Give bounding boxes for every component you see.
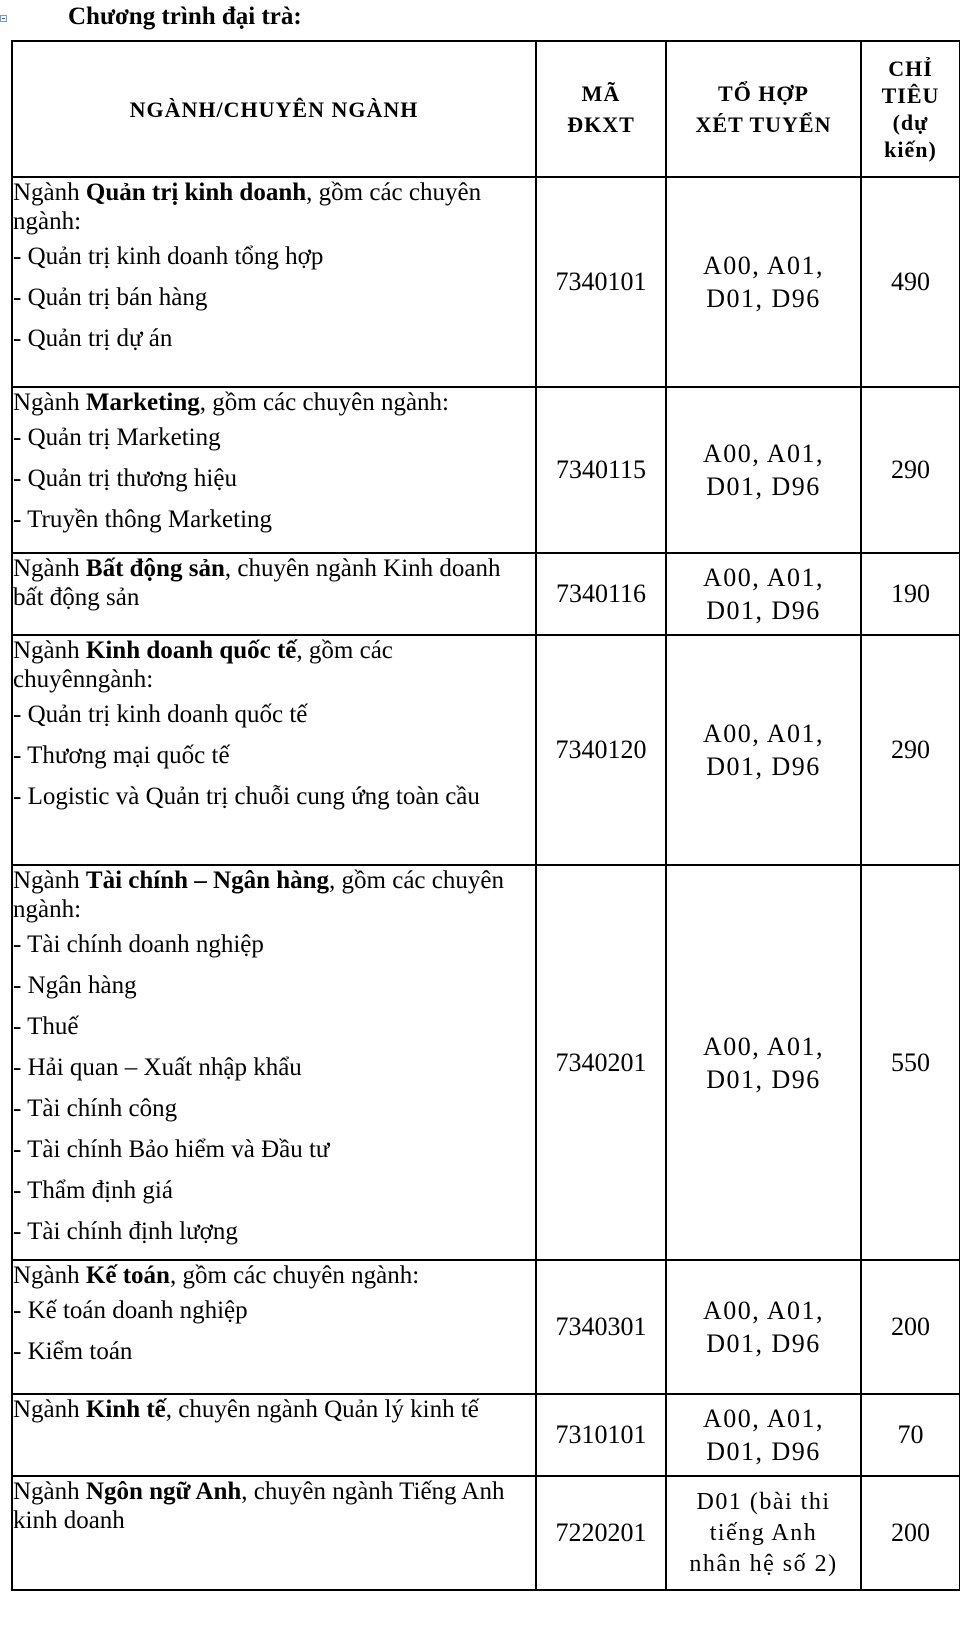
specialization-item: - Kiểm toán bbox=[13, 1338, 133, 1365]
subject-combination bbox=[666, 553, 861, 635]
major-name: Quản trị kinh doanh bbox=[85, 179, 307, 206]
subject-combination-line: A00, A01, bbox=[702, 251, 825, 280]
major-cell bbox=[12, 1394, 536, 1476]
table-header bbox=[12, 41, 960, 177]
subject-combination-line: D01, D96 bbox=[706, 1064, 821, 1094]
subject-combination-line: A00, A01, bbox=[702, 563, 825, 592]
table-row bbox=[12, 553, 960, 635]
enrollment-quota: 290 bbox=[861, 635, 960, 865]
major-title-text: Ngành bbox=[13, 1478, 86, 1505]
major-title bbox=[13, 866, 535, 924]
major-title-text: Ngành bbox=[13, 867, 86, 894]
subject-combination bbox=[666, 1394, 861, 1476]
header-quota-line1: CHỈ bbox=[888, 56, 933, 81]
admission-code: 7310101 bbox=[536, 1394, 666, 1476]
major-title-text: , chuyên ngành Kinh doanh bất động sản bbox=[13, 555, 501, 611]
enrollment-quota: 200 bbox=[861, 1260, 960, 1394]
subject-combination-line: D01, D96 bbox=[706, 752, 821, 781]
subject-combination-line: nhân hệ số 2) bbox=[689, 1550, 838, 1577]
header-quota-line4: kiến) bbox=[884, 137, 937, 162]
section-heading: Chương trình đại trà: bbox=[68, 3, 302, 30]
subject-combination-line: A00, A01, bbox=[702, 1296, 825, 1325]
major-cell bbox=[12, 177, 536, 387]
major-name: Kinh tế bbox=[85, 1396, 166, 1423]
admission-code: 7340201 bbox=[536, 865, 666, 1260]
major-cell bbox=[12, 387, 536, 553]
major-title-text: , gồm các chuyên ngành: bbox=[13, 867, 504, 923]
subject-combination-line: D01, D96 bbox=[706, 596, 821, 625]
major-name: Bất động sản bbox=[85, 555, 225, 582]
major-title-text: Ngành bbox=[13, 179, 86, 206]
specialization-item: - Hải quan – Xuất nhập khẩu bbox=[13, 1054, 302, 1081]
subject-combination-line: A00, A01, bbox=[702, 1031, 825, 1061]
subject-combination bbox=[666, 1260, 861, 1394]
admission-code: 7340115 bbox=[536, 387, 666, 553]
header-quota bbox=[861, 41, 960, 177]
header-quota-line2: TIÊU bbox=[881, 83, 940, 108]
admissions-table bbox=[11, 40, 960, 1591]
major-title bbox=[13, 178, 535, 236]
header-combo-line2: XÉT TUYỂN bbox=[695, 112, 832, 137]
major-title-text: Ngành bbox=[13, 555, 86, 582]
table-anchor-icon[interactable] bbox=[0, 15, 7, 22]
subject-combination-line: A00, A01, bbox=[702, 719, 825, 748]
major-cell bbox=[12, 635, 536, 865]
admission-code: 7340301 bbox=[536, 1260, 666, 1394]
table-row bbox=[12, 387, 960, 553]
header-quota-line3: (dự bbox=[892, 110, 929, 135]
specialization-item: - Quản trị thương hiệu bbox=[13, 465, 237, 492]
major-title-text: , gồm các chuyên ngành: bbox=[13, 179, 482, 235]
table-row bbox=[12, 1476, 960, 1590]
enrollment-quota: 190 bbox=[861, 553, 960, 635]
major-name: Tài chính – Ngân hàng bbox=[85, 867, 330, 894]
subject-combination-line: D01, D96 bbox=[706, 472, 821, 501]
major-name: Kinh doanh quốc tế bbox=[85, 637, 297, 664]
table-row bbox=[12, 1260, 960, 1394]
major-cell bbox=[12, 1260, 536, 1394]
specialization-item: - Kế toán doanh nghiệp bbox=[13, 1297, 248, 1324]
major-title bbox=[13, 636, 535, 694]
specialization-item: - Ngân hàng bbox=[13, 972, 137, 999]
major-title-text: , chuyên ngành Quản lý kinh tế bbox=[165, 1396, 479, 1423]
header-major bbox=[12, 41, 536, 177]
table-row bbox=[12, 177, 960, 387]
specialization-item: - Thẩm định giá bbox=[13, 1177, 173, 1204]
header-code bbox=[536, 41, 666, 177]
specialization-item: - Truyền thông Marketing bbox=[13, 506, 273, 533]
subject-combination-line: D01, D96 bbox=[706, 1437, 821, 1466]
specialization-item: - Tài chính doanh nghiệp bbox=[13, 931, 264, 958]
subject-combination-line: D01, D96 bbox=[706, 1329, 821, 1358]
specialization-item: - Thuế bbox=[13, 1013, 79, 1040]
specialization-item: - Tài chính định lượng bbox=[13, 1218, 238, 1245]
major-title bbox=[13, 1261, 535, 1290]
major-name: Ngôn ngữ Anh bbox=[85, 1478, 242, 1505]
subject-combination-line: A00, A01, bbox=[702, 439, 825, 468]
major-title bbox=[13, 388, 535, 417]
major-title bbox=[13, 554, 535, 612]
specialization-item: - Tài chính Bảo hiểm và Đầu tư bbox=[13, 1136, 330, 1163]
enrollment-quota: 70 bbox=[861, 1394, 960, 1476]
major-title-text: , chuyên ngành Tiếng Anh kinh doanh bbox=[13, 1478, 505, 1534]
enrollment-quota: 290 bbox=[861, 387, 960, 553]
subject-combination-line: D01, D96 bbox=[706, 284, 821, 313]
major-title bbox=[13, 1477, 535, 1535]
subject-combination bbox=[666, 865, 861, 1260]
enrollment-quota: 550 bbox=[861, 865, 960, 1260]
subject-combination-line: A00, A01, bbox=[702, 1404, 825, 1433]
specialization-item: - Quản trị bán hàng bbox=[13, 284, 208, 311]
header-combo bbox=[666, 41, 861, 177]
admission-code: 7340116 bbox=[536, 553, 666, 635]
enrollment-quota: 200 bbox=[861, 1476, 960, 1590]
major-title-text: , gồm các chuyênngành: bbox=[13, 637, 393, 693]
subject-combination bbox=[666, 387, 861, 553]
header-code-line2: ĐKXT bbox=[567, 112, 635, 137]
subject-combination bbox=[666, 635, 861, 865]
major-title-text: Ngành bbox=[13, 389, 86, 416]
subject-combination-line: D01 (bài thi bbox=[696, 1488, 831, 1515]
enrollment-quota: 490 bbox=[861, 177, 960, 387]
table-row bbox=[12, 635, 960, 865]
major-title bbox=[13, 1395, 535, 1424]
major-cell bbox=[12, 865, 536, 1260]
specialization-item: - Logistic và Quản trị chuỗi cung ứng toàn cầu bbox=[13, 783, 480, 810]
major-title-text: Ngành bbox=[13, 1396, 86, 1423]
subject-combination bbox=[666, 177, 861, 387]
admission-code: 7340101 bbox=[536, 177, 666, 387]
admission-code: 7220201 bbox=[536, 1476, 666, 1590]
table-row bbox=[12, 865, 960, 1260]
specialization-item: - Tài chính công bbox=[13, 1095, 178, 1122]
major-name: Marketing bbox=[85, 389, 200, 416]
specialization-item: - Quản trị kinh doanh tổng hợp bbox=[13, 243, 324, 270]
specialization-item: - Thương mại quốc tế bbox=[13, 742, 230, 769]
major-title-text: , gồm các chuyên ngành: bbox=[169, 1262, 420, 1289]
table-body bbox=[12, 177, 960, 1590]
subject-combination bbox=[666, 1476, 861, 1590]
major-title-text: Ngành bbox=[13, 1262, 86, 1289]
major-title-text: , gồm các chuyên ngành: bbox=[199, 389, 449, 416]
header-combo-line1: TỔ HỢP bbox=[718, 81, 809, 106]
header-major-label: NGÀNH/CHUYÊN NGÀNH bbox=[129, 96, 419, 122]
major-title-text: Ngành bbox=[13, 637, 86, 664]
specialization-item: - Quản trị Marketing bbox=[13, 424, 221, 451]
admission-code: 7340120 bbox=[536, 635, 666, 865]
major-name: Kế toán bbox=[85, 1262, 170, 1289]
header-code-line1: MÃ bbox=[581, 81, 621, 106]
specialization-item: - Quản trị dự án bbox=[13, 325, 173, 352]
specialization-item: - Quản trị kinh doanh quốc tế bbox=[13, 701, 308, 728]
subject-combination-line: tiếng Anh bbox=[709, 1519, 818, 1546]
table-row bbox=[12, 1394, 960, 1476]
major-cell bbox=[12, 553, 536, 635]
major-cell bbox=[12, 1476, 536, 1590]
